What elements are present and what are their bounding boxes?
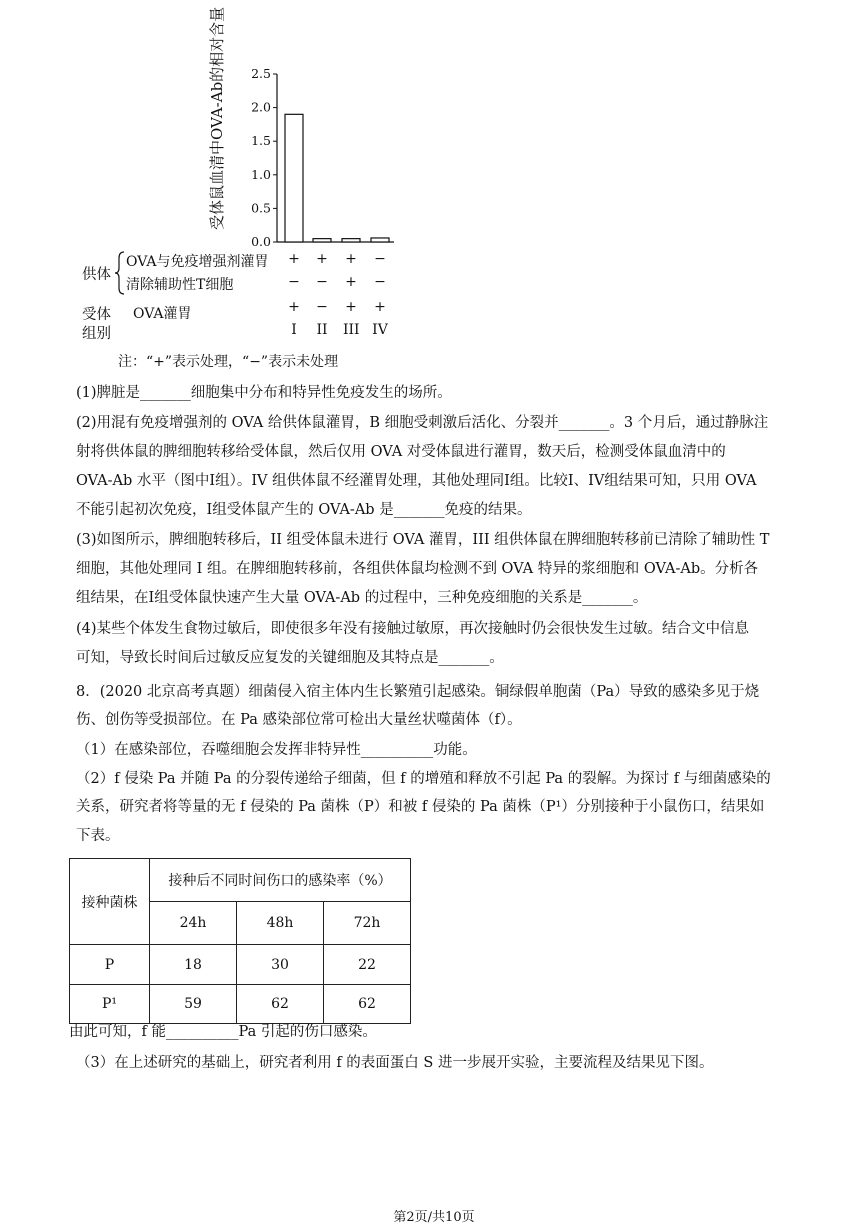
group-label: 组别 xyxy=(82,326,111,342)
question-2-line-4: 不能引起初次免疫，I组受体鼠产生的 OVA-Ab 是_______免疫的结果。 xyxy=(76,502,532,518)
table-header-strain: 接种菌株 xyxy=(70,859,150,945)
bar-group-III xyxy=(342,239,360,242)
chart-y-axis-label: 受体鼠血清中OVA-Ab的相对含量 xyxy=(208,6,226,230)
question-8-part-2-line-3: 下表。 xyxy=(76,828,120,844)
chart-bars xyxy=(285,114,389,242)
recipient-row-label: OVA灌胃 xyxy=(133,306,192,322)
infection-rate-table xyxy=(69,858,411,1024)
donor-row-1-mark: − xyxy=(374,251,386,267)
donor-label: 供体 xyxy=(82,267,111,283)
table-cell-strain: P¹ xyxy=(70,985,150,1024)
donor-row-1-label: OVA与免疫增强剂灌胃 xyxy=(126,254,269,270)
table-cell: 30 xyxy=(237,945,324,985)
table-row xyxy=(70,945,411,985)
question-8-part-3: （3）在上述研究的基础上，研究者利用 f 的表面蛋白 S 进一步展开实验，主要流程及结果见下图。 xyxy=(76,1055,714,1071)
table-cell: 59 xyxy=(150,985,237,1024)
table-header-24h: 24h xyxy=(150,902,237,945)
bar-group-I xyxy=(285,114,303,242)
table-cell: 62 xyxy=(324,985,411,1024)
question-8-part-1: （1）在感染部位，吞噬细胞会发挥非特异性__________功能。 xyxy=(76,742,477,758)
y-tick-label: 2.5 xyxy=(251,66,271,81)
chart-note: 注：“+”表示处理，“−”表示未处理 xyxy=(118,354,339,370)
donor-brace-group xyxy=(80,250,410,300)
y-tick-label: 2.0 xyxy=(251,99,271,115)
table-cell-strain: P xyxy=(70,945,150,985)
page-footer: 第2页/共10页 xyxy=(393,1210,475,1225)
question-3-line-2: 细胞，其他处理同 I 组。在脾细胞转移前，各组供体鼠均检测不到 OVA 特异的浆细胞和 OVA-Ab。分析各 xyxy=(76,561,759,577)
question-8-part-2-line-1: （2）f 侵染 Pa 并随 Pa 的分裂传递给子细菌，但 f 的增殖和释放不引起 Pa 的裂解。为探讨 f 与细菌感染的 xyxy=(76,771,771,787)
donor-row-1-mark: + xyxy=(316,251,328,267)
question-3-line-3: 组结果，在I组受体鼠快速产生大量 OVA-Ab 的过程中，三种免疫细胞的关系是_______。 xyxy=(76,590,648,606)
group-label-III: III xyxy=(343,322,360,338)
donor-row-2-mark: − xyxy=(374,274,386,290)
donor-row-2-mark: − xyxy=(316,274,328,290)
recipient-label: 受体 xyxy=(82,307,111,323)
y-tick-label: 0.5 xyxy=(251,200,271,216)
brace-icon xyxy=(114,250,126,296)
question-2-line-1: (2)用混有免疫增强剂的 OVA 给供体鼠灌胃，B 细胞受刺激后活化、分裂并_______。3 个月后，通过静脉注 xyxy=(76,415,769,431)
recipient-row-mark: − xyxy=(316,299,328,315)
recipient-row-mark: + xyxy=(374,299,386,315)
chart-y-ticks xyxy=(251,66,277,249)
question-1: (1)脾脏是_______细胞集中分布和特异性免疫发生的场所。 xyxy=(76,385,452,401)
table-header-48h: 48h xyxy=(237,902,324,945)
donor-row-2-mark: + xyxy=(345,274,357,290)
recipient-row-mark: + xyxy=(288,299,300,315)
group-label-II: II xyxy=(316,322,328,338)
donor-row-2-label: 清除辅助性T细胞 xyxy=(126,277,234,293)
donor-row-2-mark: − xyxy=(288,274,300,290)
table-header-72h: 72h xyxy=(324,902,411,945)
question-8-line-2: 伤、创伤等受损部位。在 Pa 感染部位常可检出大量丝状噬菌体（f）。 xyxy=(76,712,522,728)
group-label-I: I xyxy=(291,322,297,338)
question-8-line-1: 8．(2020 北京高考真题）细菌侵入宿主体内生长繁殖引起感染。铜绿假单胞菌（Pa）导致的感染多见于烧 xyxy=(76,684,760,700)
question-2-line-3: OVA-Ab 水平（图中I组）。IV 组供体鼠不经灌胃处理，其他处理同I组。比较I、IV组结果可知，只用 OVA xyxy=(76,473,757,489)
question-4-line-1: (4)某些个体发生食物过敏后，即使很多年没有接触过敏原，再次接触时仍会很快发生过敏。结合文中信息 xyxy=(76,621,750,637)
y-tick-label: 1.5 xyxy=(251,133,271,149)
table-cell: 18 xyxy=(150,945,237,985)
question-2-line-2: 射将供体鼠的脾细胞转移给受体鼠，然后仅用 OVA 对受体鼠进行灌胃，数天后，检测受体鼠血清中的 xyxy=(76,444,726,460)
donor-row-1-mark: + xyxy=(345,251,357,267)
question-8-part-2-line-2: 关系，研究者将等量的无 f 侵染的 Pa 菌株（P）和被 f 侵染的 Pa 菌株（P¹）分别接种于小鼠伤口，结果如 xyxy=(76,799,765,815)
question-4-line-2: 可知，导致长时间后过敏反应复发的关键细胞及其特点是_______。 xyxy=(76,650,504,666)
bar-group-IV xyxy=(371,238,389,242)
table-cell: 62 xyxy=(237,985,324,1024)
group-label-IV: IV xyxy=(372,322,388,338)
after-table-text: 由此可知，f 能__________Pa 引起的伤口感染。 xyxy=(69,1024,377,1040)
table-cell: 22 xyxy=(324,945,411,985)
bar-group-II xyxy=(313,239,331,242)
table-header-infection-rate: 接种后不同时间伤口的感染率（%） xyxy=(150,859,411,902)
y-tick-label: 1.0 xyxy=(251,166,271,182)
recipient-row-mark: + xyxy=(345,299,357,315)
table-row xyxy=(70,985,411,1024)
donor-row-1-mark: + xyxy=(288,251,300,267)
y-tick-label: 0.0 xyxy=(251,234,271,249)
bar-chart xyxy=(0,0,868,380)
question-3-line-1: (3)如图所示，脾细胞转移后，II 组受体鼠未进行 OVA 灌胃，III 组供体鼠在脾细胞转移前已清除了辅助性 T xyxy=(76,532,770,548)
